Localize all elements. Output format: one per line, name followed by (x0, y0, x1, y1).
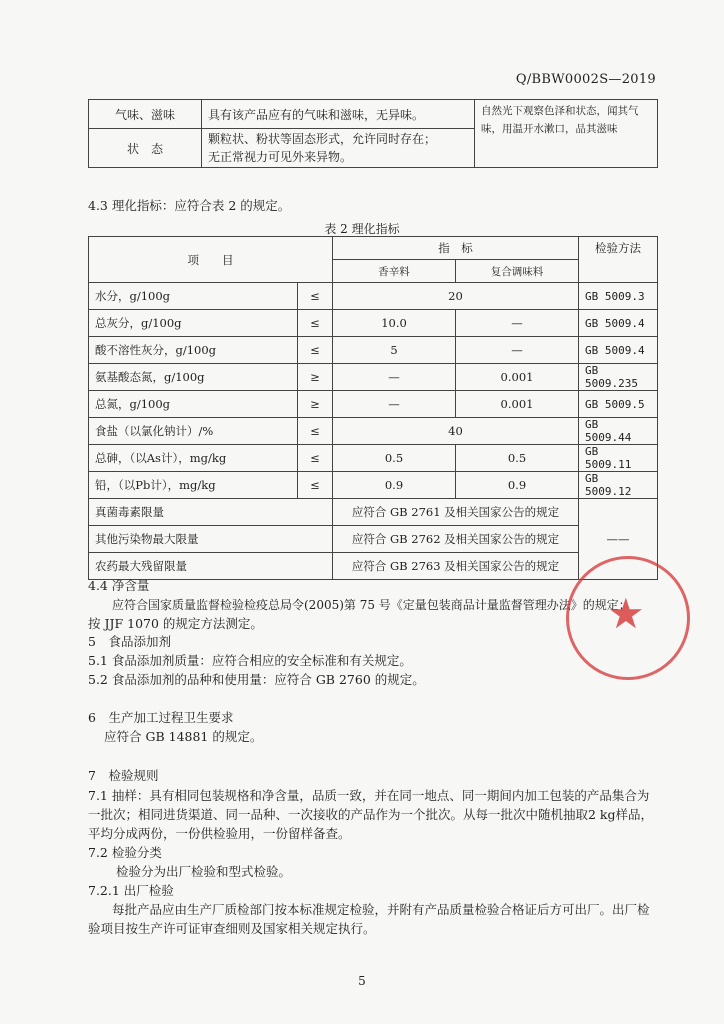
requirement-line: 无正常视力可见外来异物。 (208, 150, 353, 164)
row-value-1: 5 (333, 337, 456, 364)
row-value: 应符合 GB 2761 及相关国家公告的规定 (333, 499, 579, 526)
row-symbol: ≥ (298, 364, 333, 391)
section-7-1-line: 7.1 抽样：具有相同包装规格和净含量，品质一致，并在同一地点、同一期间内加工包装的产品集合为 (88, 788, 650, 803)
table-row (89, 100, 658, 129)
row-name: 总砷，（以As计），mg/kg (89, 445, 298, 472)
table-cell: 具有该产品应有的气味和滋味，无异味。 (202, 100, 475, 129)
row-value-1: — (333, 391, 456, 418)
section-7-title: 7 检验规则 (88, 768, 159, 783)
section-4-4-line: 应符合国家质量监督检验检疫总局令(2005)第 75 号《定量包装商品计量监督管理办法》的规定； (112, 598, 631, 612)
row-value-1: — (333, 364, 456, 391)
row-value: 应符合 GB 2763 及相关国家公告的规定 (333, 553, 579, 580)
table-row (89, 499, 658, 526)
table-row (89, 445, 658, 472)
header-item: 项 目 (89, 237, 333, 283)
row-value-2: 0.001 (456, 391, 579, 418)
section-5-1: 5.1 食品添加剂质量：应符合相应的安全标准和有关规定。 (88, 653, 412, 668)
section-7-1-line: 平均分成两份，一份供检验用，一份留样备查。 (88, 826, 351, 841)
section-7-2-1-line: 每批产品应由生产厂质检部门按本标准规定检验，并附有产品质量检验合格证后方可出厂。出厂检 (112, 902, 650, 917)
row-value-2: 0.9 (456, 472, 579, 499)
section-5-title: 5 食品添加剂 (88, 634, 171, 649)
row-name: 铅，（以Pb计），mg/kg (89, 472, 298, 499)
table-row (89, 553, 658, 580)
row-method: GB 5009.235 (579, 364, 658, 391)
subheader-col1: 香辛料 (333, 260, 456, 283)
row-symbol: ≤ (298, 283, 333, 310)
row-name: 真菌毒素限量 (89, 499, 333, 526)
header-method: 检验方法 (579, 237, 658, 283)
row-method: GB 5009.12 (579, 472, 658, 499)
table-row (89, 364, 658, 391)
section-5-2: 5.2 食品添加剂的品种和使用量：应符合 GB 2760 的规定。 (88, 672, 425, 687)
row-value-2: 0.5 (456, 445, 579, 472)
row-method: —— (579, 499, 658, 580)
company-seal (566, 556, 690, 680)
section-4-4-title: 4.4 净含量 (88, 578, 150, 593)
row-name: 酸不溶性灰分，g/100g (89, 337, 298, 364)
row-value: 应符合 GB 2762 及相关国家公告的规定 (333, 526, 579, 553)
row-name: 其他污染物最大限量 (89, 526, 333, 553)
row-value-2: — (456, 310, 579, 337)
section-7-2-title: 7.2 检验分类 (88, 845, 162, 860)
row-symbol: ≤ (298, 472, 333, 499)
row-method: GB 5009.4 (579, 337, 658, 364)
page-number: 5 (358, 974, 366, 988)
row-symbol: ≤ (298, 418, 333, 445)
row-value-2: 0.001 (456, 364, 579, 391)
table-cell: 状 态 (89, 129, 202, 168)
table-row (89, 418, 658, 445)
row-value: 20 (333, 283, 579, 310)
table-row (89, 391, 658, 418)
row-name: 总灰分，g/100g (89, 310, 298, 337)
row-value: 40 (333, 418, 579, 445)
table-row (89, 526, 658, 553)
table-row (89, 310, 658, 337)
sensory-table (88, 99, 658, 168)
row-method: GB 5009.3 (579, 283, 658, 310)
section-4-3: 4.3 理化指标：应符合表 2 的规定。 (88, 198, 291, 213)
row-name: 总氮，g/100g (89, 391, 298, 418)
row-symbol: ≥ (298, 391, 333, 418)
row-symbol: ≤ (298, 337, 333, 364)
table-cell: 自然光下观察色泽和状态，闻其气味，用温开水漱口，品其滋味 (475, 100, 658, 168)
requirement-line: 颗粒状、粉状等固态形式，允许同时存在； (208, 132, 437, 146)
row-symbol: ≤ (298, 310, 333, 337)
row-method: GB 5009.11 (579, 445, 658, 472)
table-header-row (89, 237, 658, 260)
table-cell (202, 129, 475, 168)
table-row (89, 283, 658, 310)
row-name: 食盐（以氯化钠计）/% (89, 418, 298, 445)
row-method: GB 5009.5 (579, 391, 658, 418)
row-value-1: 0.5 (333, 445, 456, 472)
section-7-2-1-line: 验项目按生产许可证审查细则及国家相关规定执行。 (88, 921, 376, 936)
row-symbol: ≤ (298, 445, 333, 472)
subheader-col2: 复合调味料 (456, 260, 579, 283)
section-4-4-line: 按 JJF 1070 的规定方法测定。 (88, 616, 263, 631)
row-name: 氨基酸态氮，g/100g (89, 364, 298, 391)
row-name: 水分，g/100g (89, 283, 298, 310)
section-6-text: 应符合 GB 14881 的规定。 (104, 729, 263, 744)
header-index: 指 标 (333, 237, 579, 260)
table-cell: 气味、滋味 (89, 100, 202, 129)
row-method: GB 5009.44 (579, 418, 658, 445)
star-icon: ★ (607, 589, 645, 638)
row-value-1: 10.0 (333, 310, 456, 337)
row-value-2: — (456, 337, 579, 364)
row-name: 农药最大残留限量 (89, 553, 333, 580)
table-row (89, 337, 658, 364)
row-value-1: 0.9 (333, 472, 456, 499)
row-method: GB 5009.4 (579, 310, 658, 337)
physicochemical-table (88, 236, 658, 580)
section-7-2-1-title: 7.2.1 出厂检验 (88, 883, 174, 898)
table-row (89, 472, 658, 499)
table-caption: 表 2 理化指标 (324, 222, 400, 236)
section-7-1-line: 一批次；相同进货渠道、同一品种、一次接收的产品作为一个批次。从每一批次中随机抽取2 kg样品， (88, 807, 654, 822)
standard-code: Q/BBW0002S—2019 (515, 72, 656, 87)
section-7-2-text: 检验分为出厂检验和型式检验。 (116, 864, 292, 879)
section-6-title: 6 生产加工过程卫生要求 (88, 710, 234, 725)
